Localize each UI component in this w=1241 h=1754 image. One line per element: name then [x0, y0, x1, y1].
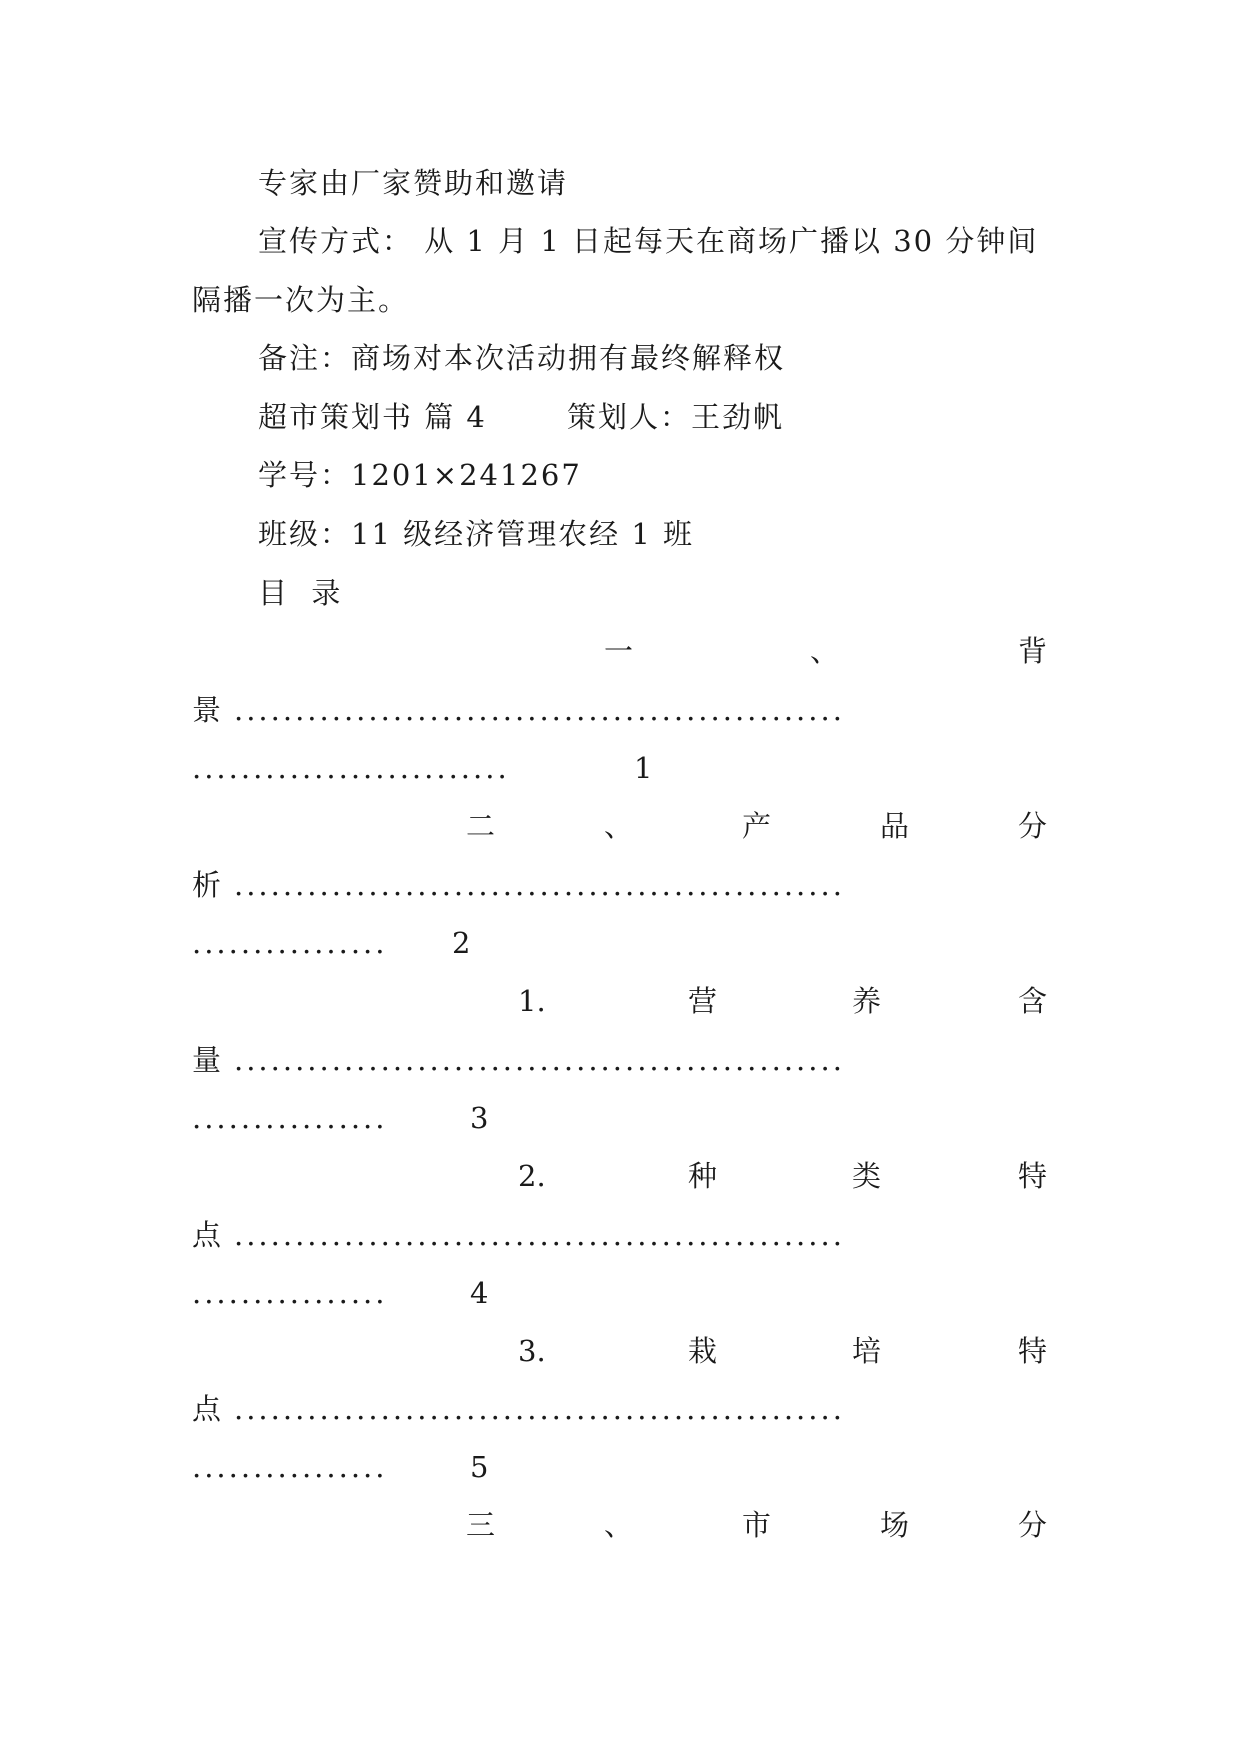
- toc-entry-2-end-leader: ................: [192, 926, 388, 960]
- toc-entry-1-page: 1: [634, 751, 655, 785]
- toc-entry-5-title[interactable]: [0, 1331, 1241, 1371]
- toc-entry-1-cont: 景: [192, 693, 224, 727]
- toc-entry-2-part: 分: [1018, 809, 1048, 843]
- toc-entry-5-end-leader: ................: [192, 1450, 388, 1484]
- toc-entry-2-title[interactable]: [0, 806, 1241, 846]
- student-id: 学号：1201×241267: [258, 458, 582, 492]
- toc-entry-4-leader: ..................................................: [234, 1218, 845, 1252]
- toc-entry-5-cont: 点: [192, 1392, 224, 1426]
- class-info: 班级：11 级经济管理农经 1 班: [258, 517, 695, 551]
- toc-entry-3-cont: 量: [192, 1043, 224, 1077]
- toc-entry-3-part: 营: [688, 984, 718, 1018]
- planner-name: 策划人：王劲帆: [567, 400, 785, 434]
- paragraph-promotion-line1: 宣传方式： 从 1 月 1 日起每天在商场广播以 30 分钟间: [258, 224, 1039, 258]
- toc-entry-6-part: 市: [742, 1508, 772, 1542]
- toc-entry-5-part: 培: [852, 1334, 882, 1368]
- toc-entry-4-end-leader: ................: [192, 1276, 388, 1310]
- toc-entry-3-page: 3: [470, 1101, 491, 1135]
- paragraph-sponsor: 专家由厂家赞助和邀请: [258, 166, 569, 200]
- toc-entry-1-end-leader: ..........................: [192, 751, 510, 785]
- toc-entry-5-part: 特: [1018, 1334, 1048, 1368]
- toc-entry-6-title[interactable]: [0, 1505, 1241, 1545]
- toc-entry-1-part: 、: [810, 634, 840, 668]
- toc-entry-2-page: 2: [452, 926, 473, 960]
- toc-entry-5-leader: ..................................................: [234, 1392, 845, 1426]
- toc-entry-4-page: 4: [470, 1276, 491, 1310]
- toc-entry-4-part: 类: [852, 1159, 882, 1193]
- toc-entry-1-title[interactable]: [0, 631, 1241, 671]
- toc-entry-4-title[interactable]: [0, 1156, 1241, 1196]
- toc-entry-1-leader: ..................................................: [234, 693, 845, 727]
- toc-entry-2-part: 二: [466, 809, 496, 843]
- toc-entry-4-part: 2.: [518, 1159, 546, 1193]
- paragraph-remark: 备注：商场对本次活动拥有最终解释权: [258, 341, 786, 375]
- toc-entry-2-part: 品: [880, 809, 910, 843]
- toc-entry-3-part: 1.: [518, 984, 546, 1018]
- toc-entry-3-leader: ..................................................: [234, 1043, 845, 1077]
- toc-heading: 目 录: [258, 576, 343, 610]
- toc-entry-5-part: 3.: [518, 1334, 546, 1368]
- toc-entry-6-part: 三: [466, 1508, 496, 1542]
- doc-title: 超市策划书 篇 4: [258, 400, 487, 434]
- toc-entry-4-cont: 点: [192, 1218, 224, 1252]
- toc-entry-2-part: 产: [742, 809, 772, 843]
- toc-entry-6-part: 场: [880, 1508, 910, 1542]
- paragraph-promotion-line2: 隔播一次为主。: [192, 283, 410, 317]
- toc-entry-4-part: 特: [1018, 1159, 1048, 1193]
- toc-entry-3-end-leader: ................: [192, 1101, 388, 1135]
- toc-entry-6-part: 、: [604, 1508, 634, 1542]
- toc-entry-1-part: 一: [604, 634, 634, 668]
- toc-entry-5-part: 栽: [688, 1334, 718, 1368]
- toc-entry-3-part: 含: [1018, 984, 1048, 1018]
- toc-entry-6-part: 分: [1018, 1508, 1048, 1542]
- toc-entry-4-part: 种: [688, 1159, 718, 1193]
- toc-entry-2-leader: ..................................................: [234, 868, 845, 902]
- toc-entry-1-part: 背: [1018, 634, 1048, 668]
- toc-entry-3-title[interactable]: [0, 981, 1241, 1021]
- toc-entry-2-part: 、: [604, 809, 634, 843]
- toc-entry-5-page: 5: [470, 1450, 491, 1484]
- toc-entry-3-part: 养: [852, 984, 882, 1018]
- toc-entry-2-cont: 析: [192, 868, 224, 902]
